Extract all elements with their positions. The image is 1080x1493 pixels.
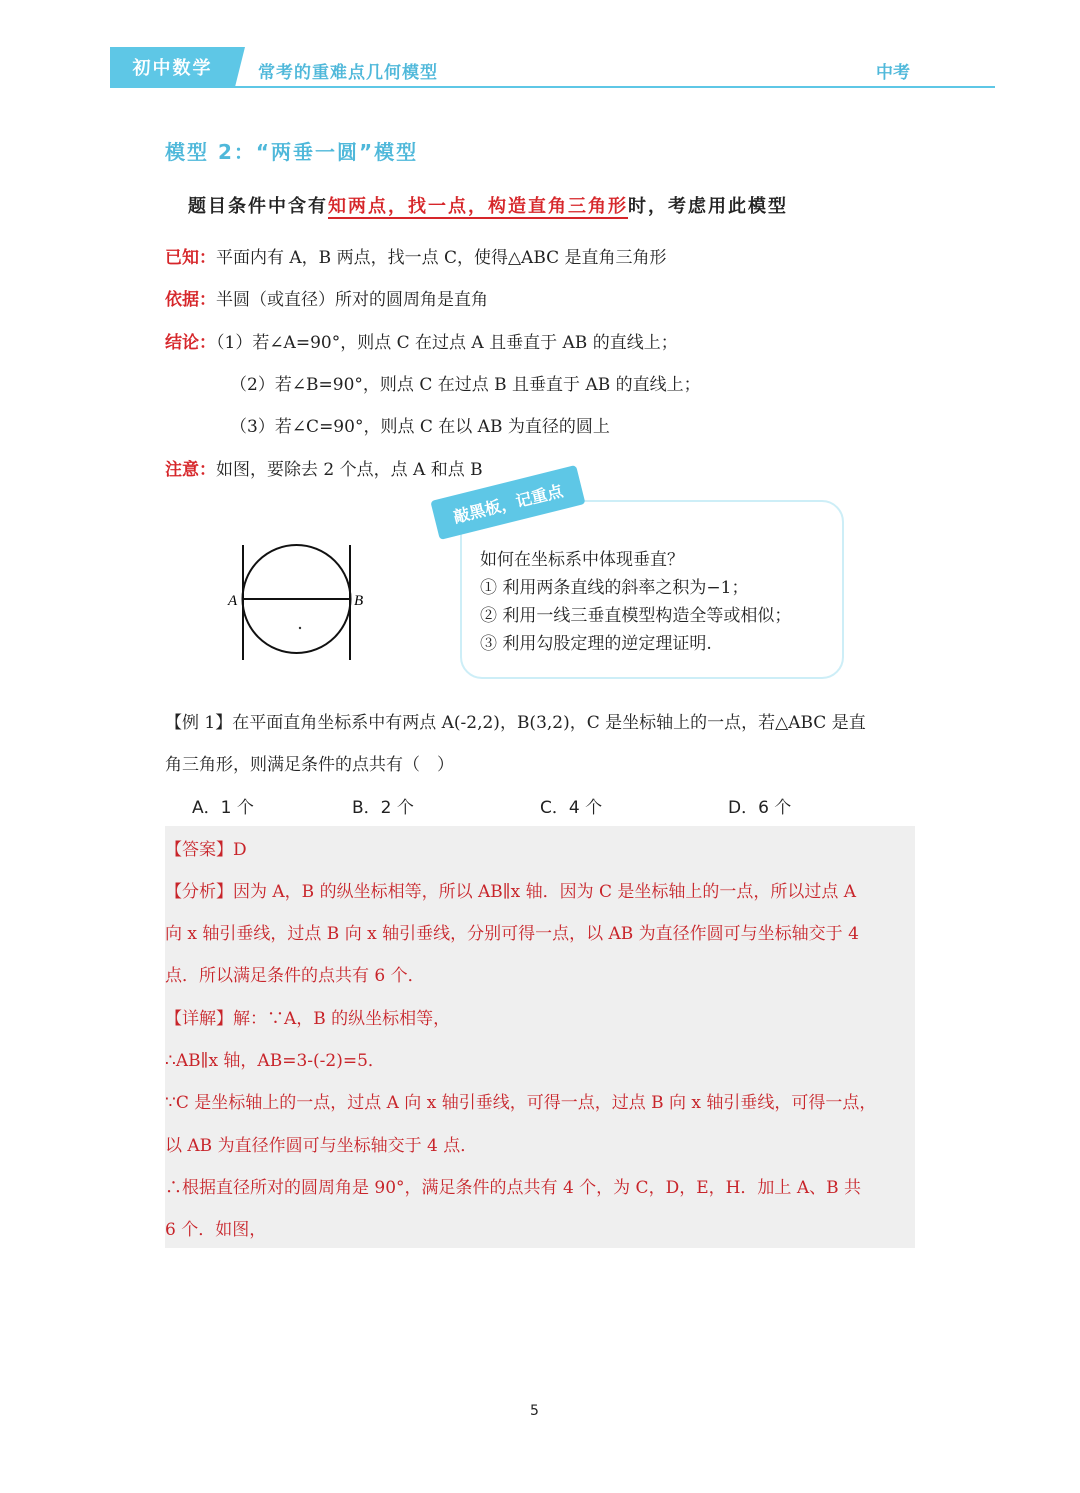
answer-line-10: 6 个．如图， <box>165 1220 267 1240</box>
basis-label: 依据： <box>165 290 216 310</box>
answer-line-7: ∵C 是坐标轴上的一点，过点 A 向 x 轴引垂线，可得一点，过点 B 向 x 轴引垂线，可得一点， <box>165 1093 877 1113</box>
option-d: D．6 个 <box>728 798 792 818</box>
note-row <box>165 455 483 480</box>
callout-line-1: 如何在坐标系中体现垂直？ <box>480 550 684 570</box>
known-row <box>165 243 667 268</box>
conclusion-row <box>165 328 678 353</box>
label-b: B <box>354 593 364 609</box>
example-line-1: 【例 1】在平面直角坐标系中有两点 A(-2,2)，B(3,2)，C 是坐标轴上的一点，若△ABC 是直 <box>165 713 866 733</box>
conclusion-item-3: （3）若∠C=90°，则点 C 在以 AB 为直径的圆上 <box>230 417 610 437</box>
header-right-label: 中考 <box>876 63 910 83</box>
option-c: C．4 个 <box>540 798 603 818</box>
answer-line-9: ∴根据直径所对的圆周角是 90°，满足条件的点共有 4 个，为 C，D，E，H．加上 A、B 共 <box>165 1178 862 1198</box>
example-line-2: 角三角形，则满足条件的点共有（ ） <box>165 755 454 775</box>
condition-line <box>188 192 788 218</box>
conclusion-item-1: （1）若∠A=90°，则点 C 在过点 A 且垂直于 AB 的直线上； <box>216 333 678 353</box>
conclusion-item-2: （2）若∠B=90°，则点 C 在过点 B 且垂直于 AB 的直线上； <box>230 375 701 395</box>
label-a: A <box>228 593 238 609</box>
option-a: A．1 个 <box>192 798 254 818</box>
condition-highlight: 知两点，找一点，构造直角三角形 <box>328 196 628 217</box>
answer-line-4: 点．所以满足条件的点共有 6 个． <box>165 966 425 986</box>
page-number: 5 <box>530 1403 539 1419</box>
callout-line-2: ① 利用两条直线的斜率之积为−1； <box>480 578 749 598</box>
header-tab: 初中数学 <box>110 47 235 87</box>
note-text: 如图，要除去 2 个点，点 A 和点 B <box>216 460 483 480</box>
callout-line-3: ② 利用一线三垂直模型构造全等或相似； <box>480 606 792 626</box>
center-dot <box>299 627 301 629</box>
answer-line-8: 以 AB 为直径作圆可与坐标轴交于 4 点． <box>165 1136 478 1156</box>
answer-line-2: 【分析】因为 A，B 的纵坐标相等，所以 AB∥x 轴．因为 C 是坐标轴上的一点，所以过点 A <box>165 882 857 902</box>
option-b: B．2 个 <box>352 798 414 818</box>
known-label: 已知： <box>165 248 216 268</box>
note-label: 注意： <box>165 460 216 480</box>
answer-line-5: 【详解】解：∵A，B 的纵坐标相等， <box>165 1009 451 1029</box>
condition-post: 时，考虑用此模型 <box>628 196 788 217</box>
callout-tag: 敲黑板，记重点 <box>430 465 585 540</box>
conclusion-label: 结论： <box>165 333 216 353</box>
header-divider <box>110 86 995 88</box>
answer-line-3: 向 x 轴引垂线，过点 B 向 x 轴引垂线，分别可得一点，以 AB 为直径作圆可与坐标轴交于 4 <box>165 924 859 944</box>
circle-diagram <box>225 540 375 665</box>
header-subtitle: 常考的重难点几何模型 <box>258 63 438 83</box>
answer-line-6: ∴AB∥x 轴，AB=3-(-2)=5． <box>165 1051 385 1071</box>
answer-line-1: 【答案】D <box>165 840 247 860</box>
basis-text: 半圆（或直径）所对的圆周角是直角 <box>216 290 488 310</box>
basis-row <box>165 285 488 310</box>
model-title: 模型 2：“两垂一圆”模型 <box>165 140 419 164</box>
known-text: 平面内有 A，B 两点，找一点 C，使得△ABC 是直角三角形 <box>216 248 667 268</box>
callout-line-4: ③ 利用勾股定理的逆定理证明. <box>480 634 712 654</box>
condition-pre: 题目条件中含有 <box>188 196 328 217</box>
